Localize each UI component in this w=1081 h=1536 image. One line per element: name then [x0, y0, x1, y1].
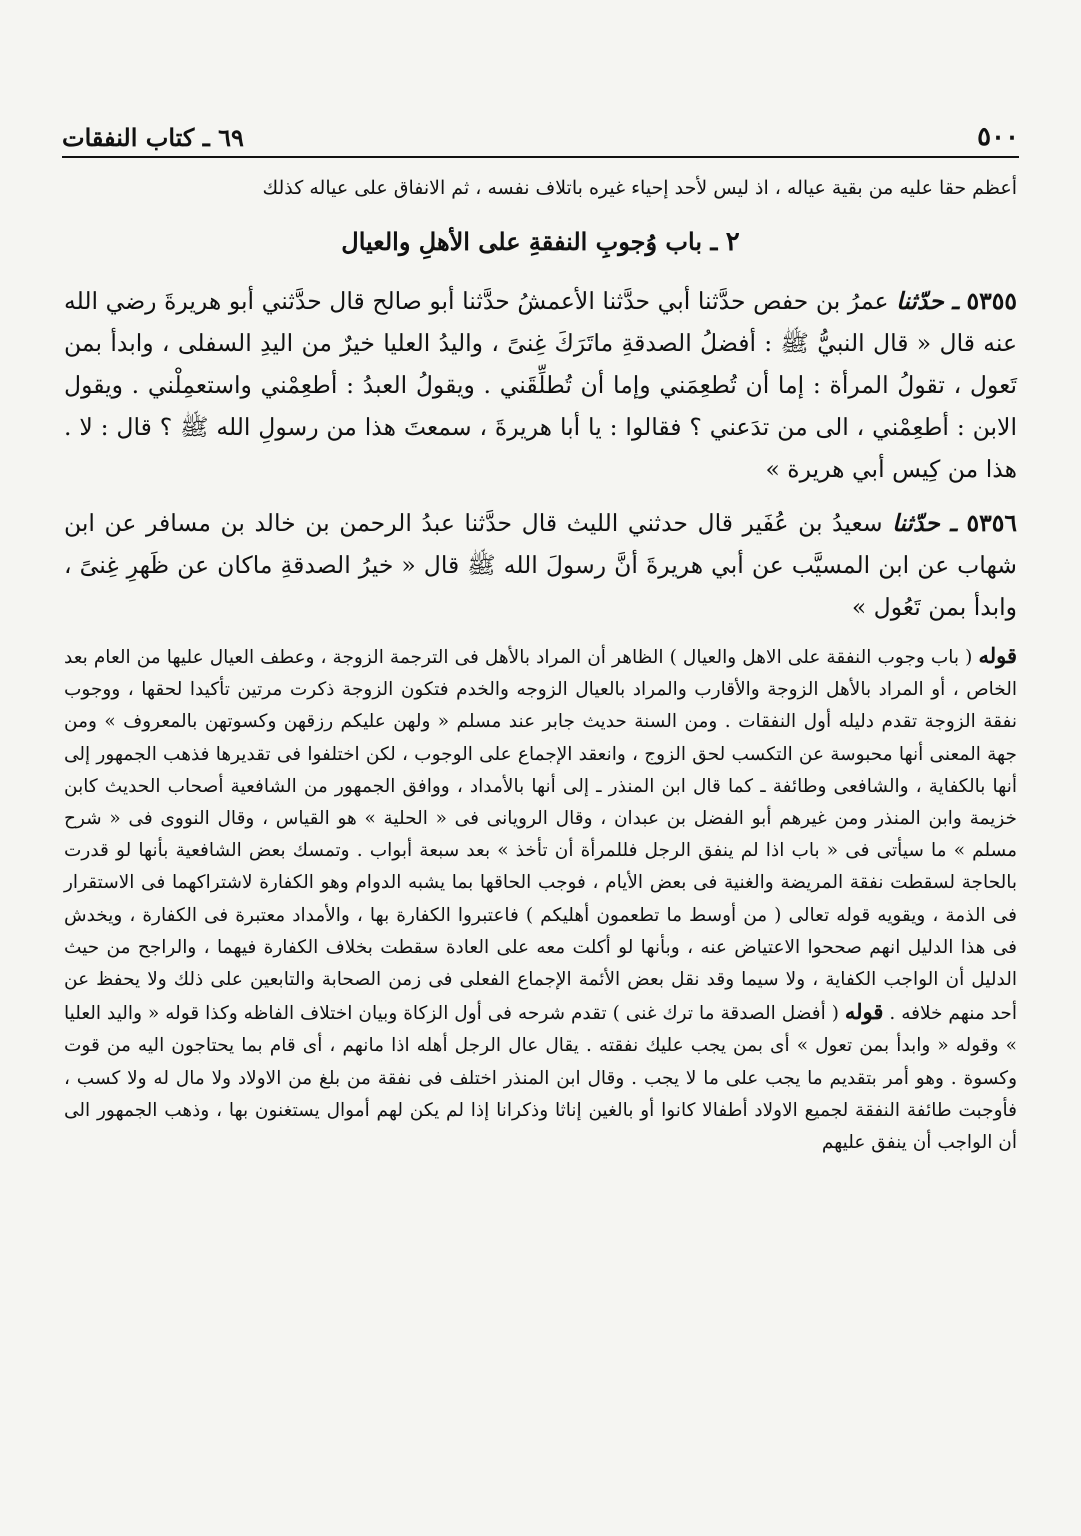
chapter-heading — [64, 222, 1017, 262]
haddathana-label: ـ حدّثنا — [892, 509, 957, 537]
chapter-title: ـ باب وُجوبِ النفقةِ على الأهلِ والعيال — [341, 227, 718, 256]
page-body — [64, 168, 1017, 1159]
chapter-number: ٢ — [725, 227, 740, 257]
hadith-5355 — [64, 280, 1017, 490]
page-number: ٥٠٠ — [977, 122, 1019, 152]
qawluhu-label: قوله — [978, 643, 1017, 668]
intro-line: أعظم حقا عليه من بقية عياله ، اذ ليس لأحد إحياء غيره باتلاف نفسه ، ثم الانفاق على عياله كذلك — [262, 177, 1017, 199]
hadith-5356 — [64, 502, 1017, 628]
commentary-part-1: ( باب وجوب النفقة على الاهل والعيال ) الظاهر أن المراد بالأهل فى الترجمة الزوجة ، وعطف العيال عليها من العام بعد الخاص ، أو المراد بالأهل الزوجة والأقارب والمراد بالعيال الزوجه والخدم فتكون الزوجة ذكرت مرتين تأكيدا لحقها ، ووجوب نفقة الزوجة تقدم دليله أول النفقات . ومن السنة حديث جابر عند مسلم « ولهن عليكم رزقهن وكسوتهن بالمعروف » ومن جهة المعنى أنها محبوسة عن التكسب لحق الزوج ، وانعقد الإجماع على الوجوب ، لكن اختلفوا فى تقديرها فذهب الجمهور إلى أنها بالكفاية ، والشافعى وطائفة ـ كما قال ابن المنذر ـ إلى أنها بالأمداد ، ووافق الجمهور من الشافعية أصحاب الحديث كابن خزيمة وابن المنذر ومن غيرهم أبو الفضل بن عبدان ، وقال الرويانى فى « الحلية » هو القياس ، وقال النووى فى « شرح مسلم » ما سيأتى فى « باب اذا لم ينفق الرجل فللمرأة أن تأخذ » بعد سبعة أبواب . وتمسك بعض الشافعية بأنها لو قدرت بالحاجة لسقطت نفقة المريضة والغنية فى بعض الأيام ، فوجب الحاقها بما يشبه الدوام وهو الكفارة لاشتراكهما فى الاستقرار فى الذمة ، ويقويه قوله تعالى ( من أوسط ما تطعمون أهليكم ) فاعتبروا الكفارة بها ، والأمداد معتبرة فى الكفارة ، ويخدش فى هذا الدليل انهم صححوا الاعتياض عنه ، وبأنها لو أكلت معه على العادة سقطت بخلاف الكفارة فيهما ، والراجح من حيث الدليل أن الواجب الكفاية ، ولا سيما وقد نقل بعض الأئمة الإجماع الفعلى فى زمن الصحابة والتابعين على ذلك ولا يحفظ عن أحد منهم خلافه . — [64, 647, 1017, 1025]
hadith-number: ٥٣٥٥ — [966, 287, 1017, 315]
hadith-number: ٥٣٥٦ — [966, 509, 1017, 537]
hadith-text: عمرُ بن حفص حدَّثنا أبي حدَّثنا الأعمشُ حدَّثنا أبو صالح قال حدَّثني أبو هريرةَ رضي الله عنه قال « قال النبيُّ ﷺ : أفضلُ الصدقةِ ماتَرَكَ غِنىً ، واليدُ العليا خيرٌ من اليدِ السفلى ، وابدأ بمن تَعول ، تقولُ المرأة : إما أن تُطعِمَني وإما أن تُطلِّقَني . ويقولُ العبدُ : أطعِمْني واستعمِلْني . ويقول الابن : أطعِمْني ، الى من تدَعني ؟ فقالوا : يا أبا هريرةَ ، سمعتَ هذا من رسولِ الله ﷺ ؟ قال : لا . هذا من كِيس أبي هريرة » — [64, 287, 1017, 483]
haddathana-label: ـ حدّثنا — [896, 287, 959, 315]
book-title: ٦٩ ـ كتاب النفقات — [62, 123, 244, 152]
hadith-text: سعيدُ بن عُفَير قال حدثني الليث قال حدَّثنا عبدُ الرحمن بن خالد بن مسافر عن ابن شهاب عن ابن المسيَّب عن أبي هريرةَ أنَّ رسولَ الله ﷺ قال « خيرُ الصدقةِ ماكان عن ظَهرِ غِنىً ، وابدأ بمن تَعُول » — [64, 509, 1017, 621]
commentary — [64, 640, 1017, 1159]
page-header — [62, 108, 1019, 158]
qawluhu-label: قوله — [844, 999, 884, 1025]
commentary-part-2: ( أفضل الصدقة ما ترك غنى ) تقدم شرحه فى أول الزكاة وبيان اختلاف الفاظه وكذا قوله « واليد العليا » وقوله « وابدأ بمن تعول » أى بمن يجب عليك نفقته . يقال عال الرجل أهله اذا مانهم ، أى قام بما يحتاجون اليه من قوت وكسوة . وهو أمر بتقديم ما يجب على ما لا يجب . وقال ابن المنذر اختلف فى نفقة من بلغ من الاولاد ولا مال له ولا كسب ، فأوجبت طائفة النفقة لجميع الاولاد أطفالا كانوا أو بالغين إناثا وذكرانا إذا لم يكن لهم أموال يستغنون بها ، وذهب الجمهور الى أن الواجب أن ينفق عليهم — [64, 1003, 1017, 1154]
